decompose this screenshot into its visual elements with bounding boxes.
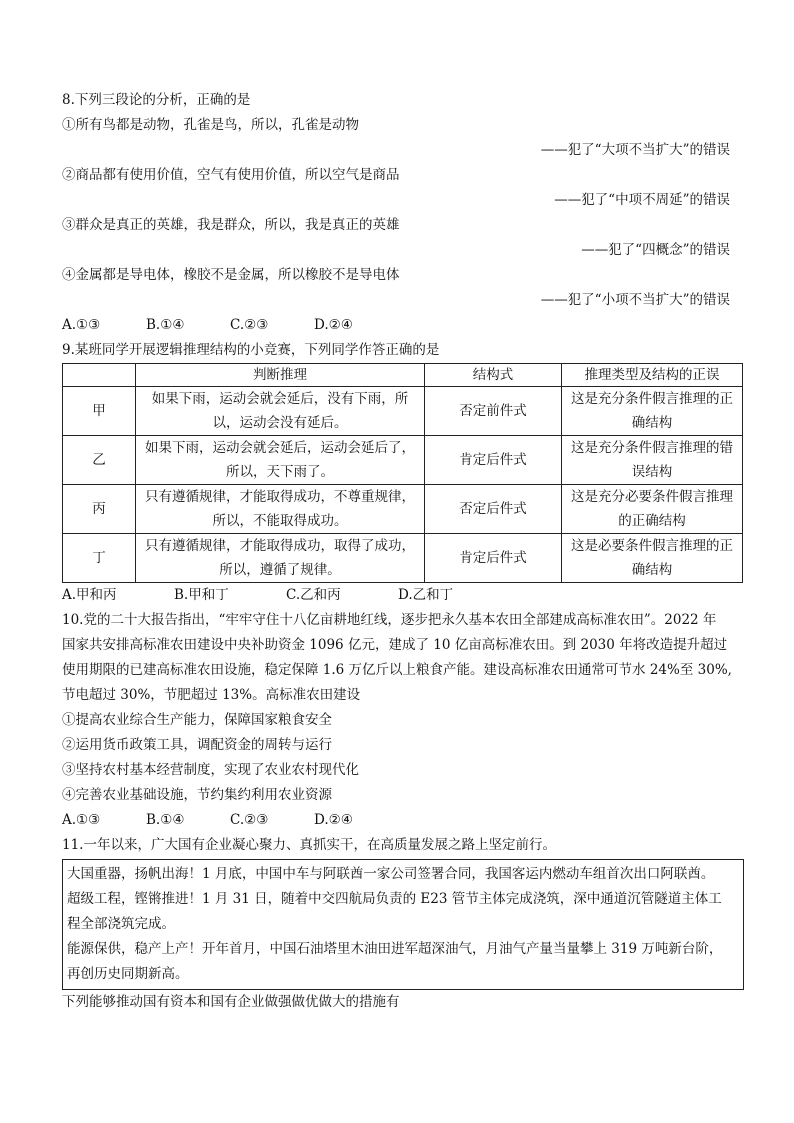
q9-option-a: A.甲和丙: [62, 587, 117, 603]
q9-option-c: C.乙和丙: [286, 587, 341, 603]
q8-item-text: ④金属都是导电体，橡胶不是金属，所以橡胶不是导电体: [62, 267, 400, 283]
table-row: [63, 436, 743, 485]
q10-option-c: C.②③: [230, 812, 269, 828]
q8-item-1: [62, 113, 746, 163]
q8-item-note: ——犯了“中项不周延”的错误: [554, 192, 730, 208]
q9-options: [62, 583, 746, 608]
q9-row-judge: 如果下雨，运动会就会延后，没有下雨，所以，运动会没有延后。: [136, 387, 425, 436]
q10-line: 国家共安排高标准农田建设中央补助资金 1096 亿元，建成了 10 亿亩高标准农田。到 2030 年将改造提升超过: [62, 637, 728, 653]
q10-item-4: ④完善农业基础设施，节约集约利用农业资源: [62, 787, 332, 803]
q10-line: 使用期限的已建高标准农田设施，稳定保障 1.6 万亿斤以上粮食产能。建设高标准农田通常可节水 24%至 30%,: [62, 662, 732, 678]
q9-option-b: B.甲和丁: [174, 587, 229, 603]
q10-option-b: B.①④: [146, 812, 185, 828]
q8-option-b: B.①④: [146, 317, 185, 333]
q10-item-2: ②运用货币政策工具，调配资金的周转与运行: [62, 737, 332, 753]
q11-box-line: 能源保供，稳产上产！开年首月，中国石油塔里木油田进军超深油气，月油气产量当量攀上 319 万吨新台阶，: [67, 941, 723, 957]
q10-line: 节电超过 30%，节肥超过 13%。高标准农田建设: [62, 687, 361, 703]
q9-row-name: 乙: [63, 436, 136, 485]
q8-options: [62, 313, 746, 338]
q8-item-text: ①所有鸟都是动物，孔雀是鸟，所以，孔雀是动物: [62, 117, 359, 133]
q9-row-type: 这是必要条件假言推理的正确结构: [562, 534, 743, 583]
q8-option-d: D.②④: [314, 317, 353, 333]
q10-option-d: D.②④: [314, 812, 353, 828]
q10-line: 10.党的二十大报告指出，“牢牢守住十八亿亩耕地红线，逐步把永久基本农田全部建成高标准农田”。2022 年: [62, 612, 717, 628]
q8-option-a: A.①③: [62, 317, 101, 333]
q9-row-judge: 只有遵循规律，才能取得成功，取得了成功，所以，遵循了规律。: [136, 534, 425, 583]
q11-box-line: 超级工程，铿锵推进！1 月 31 日，随着中交四航局负责的 E23 管节主体完成浇筑，深中通道沉管隧道主体工: [67, 891, 722, 907]
q9-row-type: 这是充分条件假言推理的正确结构: [562, 387, 743, 436]
q9-row-form: 肯定后件式: [425, 436, 562, 485]
exam-page: [62, 88, 746, 1015]
q8-item-note: ——犯了“小项不当扩大”的错误: [540, 292, 730, 308]
q9-header-judge: 判断推理: [136, 364, 425, 387]
q11-material-box: [62, 859, 744, 990]
q9-row-type: 这是充分必要条件假言推理的正确结构: [562, 485, 743, 534]
q9-stem: 9.某班同学开展逻辑推理结构的小竞赛，下列同学作答正确的是: [62, 342, 440, 358]
q11-box-line: 程全部浇筑完成。: [67, 916, 175, 932]
q9-row-name: 丙: [63, 485, 136, 534]
q9-row-form: 否定前件式: [425, 387, 562, 436]
q8-item-text: ③群众是真正的英雄，我是群众，所以，我是真正的英雄: [62, 217, 400, 233]
q10-item-1: ①提高农业综合生产能力，保障国家粮食安全: [62, 712, 332, 728]
q9-row-judge: 如果下雨，运动会就会延后，运动会延后了，所以，天下雨了。: [136, 436, 425, 485]
table-row: [63, 387, 743, 436]
q11-box-line: 大国重器，扬帆出海！1 月底，中国中车与阿联酋一家公司签署合同，我国客运内燃动车组首次出口阿联酋。: [67, 866, 715, 882]
q9-row-name: 甲: [63, 387, 136, 436]
q8-item-note: ——犯了“大项不当扩大”的错误: [540, 142, 730, 158]
q10-options: [62, 808, 746, 833]
q10-item-3: ③坚持农村基本经营制度，实现了农业农村现代化: [62, 762, 359, 778]
q9-table: [62, 363, 743, 583]
q8-item-4: [62, 263, 746, 313]
q9-row-name: 丁: [63, 534, 136, 583]
q11-box-line: 再创历史同期新高。: [67, 966, 189, 982]
table-row: [63, 534, 743, 583]
q9-row-type: 这是充分条件假言推理的错误结构: [562, 436, 743, 485]
q9-row-form: 肯定后件式: [425, 534, 562, 583]
q8-item-note: ——犯了“四概念”的错误: [581, 242, 730, 258]
q9-row-form: 否定后件式: [425, 485, 562, 534]
q9-row-judge: 只有遵循规律，才能取得成功，不尊重规律，所以，不能取得成功。: [136, 485, 425, 534]
q9-header-type: 推理类型及结构的正误: [562, 364, 743, 387]
q9-header-row: [63, 364, 743, 387]
q8-option-c: C.②③: [230, 317, 269, 333]
q8-item-text: ②商品都有使用价值，空气有使用价值，所以空气是商品: [62, 167, 400, 183]
q9-header-form: 结构式: [425, 364, 562, 387]
q8-item-2: [62, 163, 746, 213]
q10-option-a: A.①③: [62, 812, 101, 828]
table-row: [63, 485, 743, 534]
q9-header-blank: [63, 364, 136, 387]
q11-stem: 11.一年以来，广大国有企业凝心聚力、真抓实干，在高质量发展之路上坚定前行。: [62, 837, 556, 853]
q8-stem: 8.下列三段论的分析，正确的是: [62, 92, 251, 108]
q9-option-d: D.乙和丁: [398, 587, 454, 603]
q8-item-3: [62, 213, 746, 263]
q11-question: 下列能够推动国有资本和国有企业做强做优做大的措施有: [62, 994, 400, 1010]
q10-paragraph: [62, 608, 746, 708]
